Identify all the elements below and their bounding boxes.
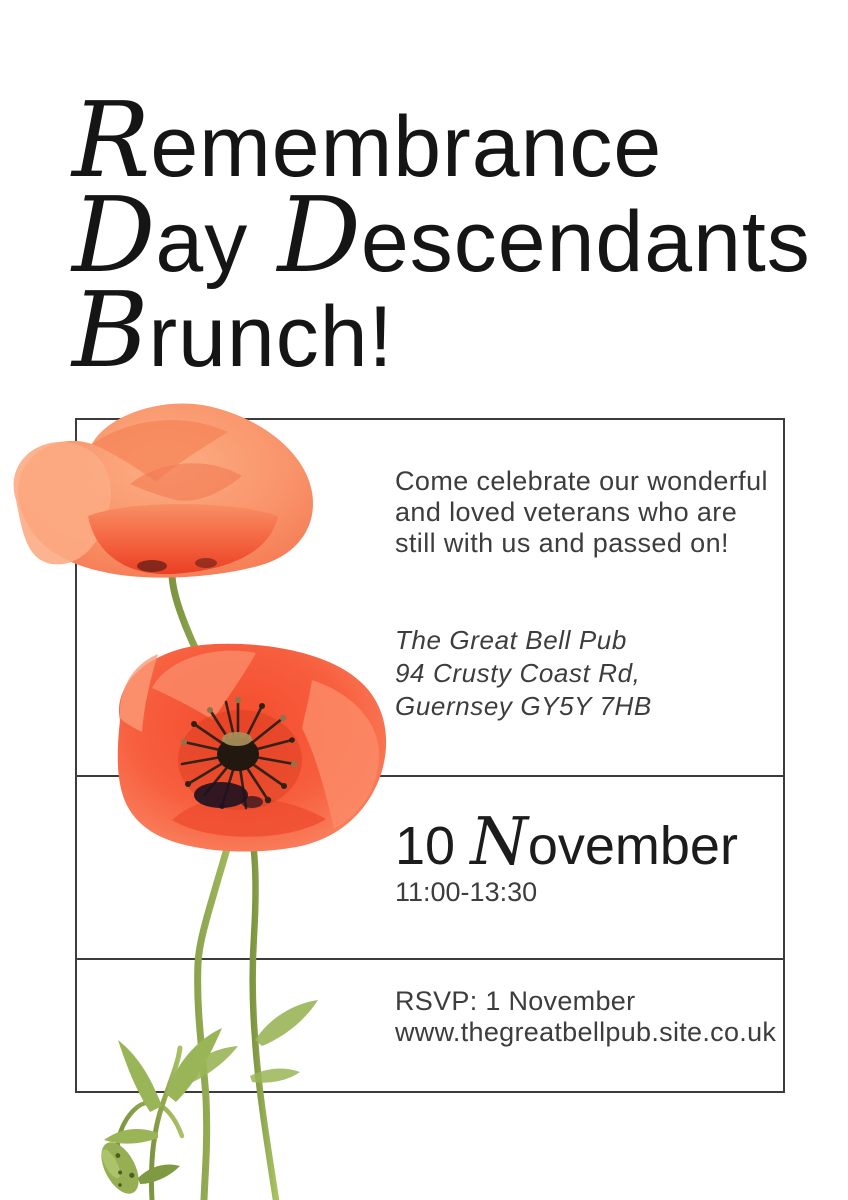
venue-address	[395, 624, 652, 723]
title-text: escendants	[360, 194, 811, 290]
rsvp-block	[395, 986, 776, 1048]
event-time: 11:00-13:30	[395, 877, 538, 907]
venue-name: The Great Bell Pub	[395, 625, 627, 655]
venue-street: 94 Crusty Coast Rd,	[395, 658, 641, 688]
title-text: emembrance	[150, 99, 663, 195]
title-line-2	[72, 174, 811, 296]
poppy-leaves	[104, 1000, 318, 1184]
event-month: ovember	[527, 816, 738, 876]
title-text: ay	[155, 194, 249, 290]
venue-region: Guernsey GY5Y 7HB	[395, 691, 652, 721]
script-initial: R	[72, 79, 151, 201]
script-initial: D	[72, 174, 156, 296]
poppies-illustration	[0, 388, 400, 1200]
event-message-line: and loved veterans who are	[395, 497, 738, 527]
poster-title	[72, 79, 811, 391]
poppy-flower-top	[14, 403, 313, 577]
event-message	[395, 466, 768, 559]
event-date	[395, 803, 738, 880]
script-initial: D	[277, 174, 361, 296]
rsvp-website: www.thegreatbellpub.site.co.uk	[395, 1017, 777, 1047]
script-initial: N	[470, 803, 528, 880]
poppy-bud	[94, 1136, 147, 1200]
title-line-1	[72, 79, 811, 201]
title-text: runch!	[148, 289, 394, 385]
event-message-line: Come celebrate our wonderful	[395, 466, 768, 496]
title-line-3	[72, 269, 811, 391]
event-day: 10	[395, 816, 456, 876]
poppy-flower-bottom	[118, 644, 386, 852]
rsvp-deadline: RSVP: 1 November	[395, 986, 636, 1016]
event-message-line: still with us and passed on!	[395, 528, 729, 558]
script-initial: B	[72, 269, 149, 391]
